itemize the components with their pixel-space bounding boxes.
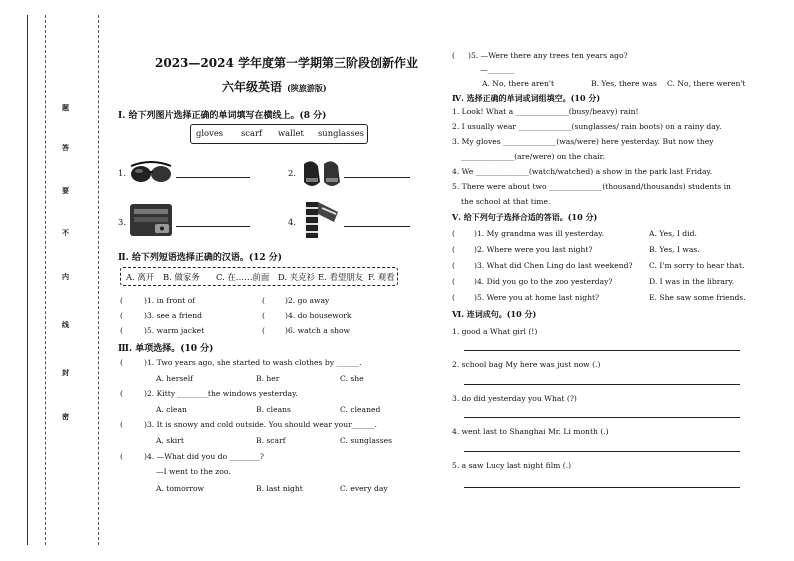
choice-a: A. herself: [156, 374, 193, 383]
paren-open: (: [262, 326, 265, 335]
wallet-picture: [127, 200, 175, 240]
sunglasses-picture: [127, 156, 175, 190]
choice-c: C. No, there weren't: [667, 79, 746, 88]
paren-open: (: [120, 326, 123, 335]
phrase-option: B. 做家务: [163, 272, 200, 282]
question-text: )4. —What did you do ________?: [144, 452, 264, 461]
phrase-item: )3. see a friend: [144, 311, 202, 320]
paren-open: (: [120, 296, 123, 305]
section-6-heading: Ⅵ. 连词成句。(10 分): [452, 309, 537, 319]
paren-open: (: [452, 293, 455, 302]
paren-open: (: [262, 311, 265, 320]
choice-b: B. her: [256, 374, 280, 383]
seal-line-right: [98, 15, 99, 545]
seal-char: 封: [62, 368, 69, 377]
phrase-item: )5. warm jacket: [144, 326, 205, 335]
fill-line: ______________(are/were) on the chair.: [461, 152, 605, 161]
choice-a: A. skirt: [156, 436, 184, 445]
seal-char: 线: [62, 320, 69, 329]
question-text: )5. —Were there any trees ten years ago?: [468, 51, 628, 60]
seal-char: 密: [62, 412, 69, 421]
seal-char: 要: [62, 186, 69, 195]
item-number: 4.: [288, 217, 296, 227]
phrase-option: D. 夹克衫: [278, 272, 315, 282]
answer-option: E. She saw some friends.: [649, 293, 746, 302]
section-2-heading: Ⅱ. 给下列短语选择正确的汉语。(12 分): [118, 253, 283, 263]
paren-open: (: [120, 311, 123, 320]
writing-line: [464, 417, 740, 418]
page-title: 2023—2024 学年度第一学期第三阶段创新作业: [155, 56, 418, 70]
word-option: sunglasses: [318, 128, 364, 138]
item-number: 2.: [288, 168, 296, 178]
fill-line: 5. There were about two ______________(thousand/thousands) students in: [452, 182, 731, 191]
choice-b: B. scarf: [256, 436, 286, 445]
writing-line: [464, 487, 740, 488]
scrambled-sentence: 4. went last to Shanghai Mr. Li month (.): [452, 427, 609, 436]
question-response: —_______: [480, 65, 515, 74]
paren-open: (: [120, 389, 123, 398]
item-number: 1.: [118, 168, 126, 178]
section-3-heading: Ⅲ. 单项选择。(10 分): [118, 344, 214, 354]
phrase-item: )4. do housework: [285, 311, 352, 320]
fill-line: 3. My gloves ______________(was/were) here yesterday. But now they: [452, 137, 714, 146]
question-text: )2. Kitty ________the windows yesterday.: [144, 389, 298, 398]
choice-c: C. cleaned: [340, 405, 381, 414]
gloves-picture: [298, 154, 344, 192]
question-text: )2. Where were you last night?: [474, 245, 593, 254]
answer-line: [176, 177, 250, 178]
binding-line: [27, 15, 28, 545]
paren-open: (: [452, 51, 455, 60]
question-text: )5. Were you at home last night?: [474, 293, 600, 302]
choice-b: B. Yes, there was: [591, 79, 657, 88]
word-option: scarf: [241, 128, 263, 138]
choice-a: A. tomorrow: [156, 484, 205, 493]
answer-option: B. Yes, I was.: [649, 245, 700, 254]
scarf-picture: [298, 198, 344, 242]
scrambled-sentence: 1. good a What girl (!): [452, 327, 538, 336]
writing-line: [464, 451, 740, 452]
question-response: —I went to the zoo.: [156, 467, 231, 476]
scrambled-sentence: 3. do did yesterday you What (?): [452, 394, 577, 403]
fill-line: 1. Look! What a ______________(busy/beavy) rain!: [452, 107, 639, 116]
paren-open: (: [452, 229, 455, 238]
scrambled-sentence: 5. a saw Lucy last night film (.): [452, 461, 572, 470]
seal-char: 题: [62, 103, 69, 112]
seal-char: 答: [62, 143, 69, 152]
question-text: )4. Did you go to the zoo yesterday?: [474, 277, 613, 286]
seal-char: 内: [62, 272, 69, 281]
page-subtitle: [222, 76, 327, 95]
phrase-item: )1. in front of: [144, 296, 196, 305]
answer-line: [344, 177, 410, 178]
scrambled-sentence: 2. school bag My here was just now (.): [452, 360, 601, 369]
question-text: )3. It is snowy and cold outside. You should wear your______.: [144, 420, 377, 429]
phrase-option: E. 看望朋友: [318, 272, 363, 282]
choice-c: C. sunglasses: [340, 436, 393, 445]
subtitle-edition: (陕旅游版): [287, 83, 327, 93]
word-option: wallet: [278, 128, 304, 138]
fill-line: 2. I usually wear ______________(sunglasses/ rain boots) on a rainy day.: [452, 122, 722, 131]
writing-line: [464, 350, 740, 351]
choice-b: B. cleans: [256, 405, 291, 414]
seal-char: 不: [62, 228, 69, 237]
phrase-option: A. 离开: [126, 272, 155, 282]
paren-open: (: [120, 420, 123, 429]
seal-line-left: [45, 15, 46, 545]
choice-a: A. clean: [156, 405, 187, 414]
writing-line: [464, 384, 740, 385]
paren-open: (: [120, 358, 123, 367]
question-text: )1. Two years ago, she started to wash clothes by ______.: [144, 358, 362, 367]
paren-open: (: [452, 261, 455, 270]
answer-line: [344, 226, 410, 227]
paren-open: (: [120, 452, 123, 461]
answer-line: [176, 226, 250, 227]
question-text: )1. My grandma was ill yesterday.: [474, 229, 604, 238]
question-text: )3. What did Chen Ling do last weekend?: [474, 261, 633, 270]
phrase-item: )2. go away: [285, 296, 330, 305]
section-5-heading: Ⅴ. 给下列句子选择合适的答语。(10 分): [452, 212, 598, 222]
choice-a: A. No, there aren't: [482, 79, 555, 88]
fill-line: the school at that time.: [461, 197, 551, 206]
choice-c: C. she: [340, 374, 364, 383]
paren-open: (: [452, 245, 455, 254]
phrase-item: )6. watch a show: [285, 326, 351, 335]
item-number: 3.: [118, 217, 126, 227]
phrase-option: F. 观看: [368, 272, 395, 282]
answer-option: D. I was in the library.: [649, 277, 735, 286]
choice-b: B. last night: [256, 484, 303, 493]
choice-c: C. every day: [340, 484, 388, 493]
subtitle-main: 六年级英语: [222, 80, 283, 94]
paren-open: (: [452, 277, 455, 286]
section-4-heading: Ⅳ. 选择正确的单词或词组填空。(10 分): [452, 93, 601, 103]
answer-option: A. Yes, I did.: [649, 229, 697, 238]
section-1-heading: Ⅰ. 给下列图片选择正确的单词填写在横线上。(8 分): [118, 111, 327, 121]
answer-option: C. I'm sorry to hear that.: [649, 261, 745, 270]
phrase-option: C. 在……前面: [216, 272, 270, 282]
fill-line: 4. We ______________(watch/watched) a show in the park last Friday.: [452, 167, 713, 176]
paren-open: (: [262, 296, 265, 305]
word-option: gloves: [196, 128, 224, 138]
